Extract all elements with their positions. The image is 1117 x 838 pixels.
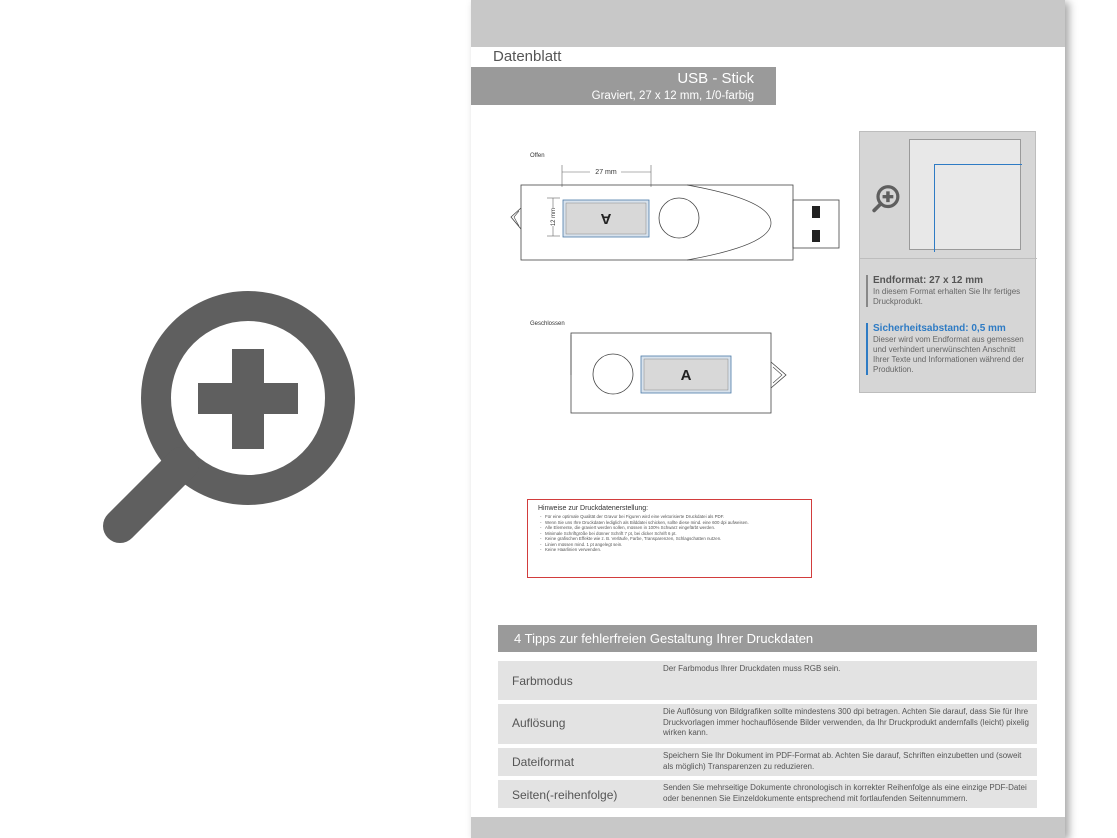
usb-stick-drawing <box>491 145 851 425</box>
print-area-letter-closed: A <box>680 367 692 384</box>
open-label: Offen <box>530 153 545 159</box>
hint-item: - Keine Haarlinien verwenden. <box>545 547 805 553</box>
datasheet-label: Datenblatt <box>471 47 591 67</box>
end-format-title: Endformat: 27 x 12 mm <box>873 275 984 286</box>
hint-item: - Für eine optimale Qualität der Gravur bei Figuren wird eine vektorisierte Druckdatei als PDF. <box>545 514 805 520</box>
print-hints-box <box>527 499 812 578</box>
tip-text: Senden Sie mehrseitige Dokumente chronologisch in korrekter Reihenfolge als eine einzige PDF-Datei oder benennen Sie Einzeldokumente entsprechend mit fortlaufenden Seitennummern. <box>663 783 1027 803</box>
footer-band <box>471 817 1065 838</box>
width-dimension: 27 mm <box>595 169 617 176</box>
tip-label: Seiten(-reihenfolge) <box>512 788 618 802</box>
tip-row-seitenreihenfolge <box>498 780 1037 808</box>
hint-item: - Keine grafischen Effekte wie z. B. Verläufe, Farbe, Transparenzen, Schlagschatten nutzen. <box>545 536 805 542</box>
hint-item: - Minimale Schriftgröße bei dünner Schrift 7 pt, bei dicker Schrift 6 pt. <box>545 531 805 537</box>
product-title-box <box>471 67 776 105</box>
hint-item: - Wenn Sie uns Ihre Druckdaten lediglich als Bilddatei schicken, sollte diese mind. eine 600 dpi aufweisen. <box>545 520 805 526</box>
height-dimension: 12 mm <box>551 207 557 227</box>
hints-title: Hinweise zur Druckdatenerstellung: <box>538 505 649 512</box>
tip-text: Speichern Sie Ihr Dokument im PDF-Format ab. Achten Sie darauf, Schriften einzubetten und (soweit als möglich) Transparenzen zu reduzieren. <box>663 751 1022 771</box>
datasheet-page <box>471 0 1065 838</box>
safe-area-line <box>934 164 1022 252</box>
tip-row-aufloesung <box>498 704 1037 744</box>
tip-text: Der Farbmodus Ihrer Druckdaten muss RGB sein. <box>663 664 841 673</box>
end-format-text: In diesem Format erhalten Sie Ihr fertiges Druckprodukt. <box>873 287 1021 306</box>
print-area-letter-open: A <box>600 210 612 227</box>
safe-distance-text: Dieser wird vom Endformat aus gemessen und verhindert unerwünschten Anschnitt Ihrer Texte und Informationen während der Produktion. <box>873 335 1025 374</box>
product-title: USB - Stick <box>677 70 754 87</box>
format-diagram <box>909 139 1021 250</box>
tip-label: Auflösung <box>512 716 566 730</box>
hints-list <box>538 514 805 553</box>
panel-divider <box>860 258 1037 259</box>
hint-item: - Linien müssen mind. 1 pt angelegt sein. <box>545 542 805 548</box>
zoom-in-icon[interactable] <box>100 290 360 550</box>
hint-item: - Alle Elemente, die graviert werden sollen, müssen in 100% Schwarz eingefärbt werden. <box>545 525 805 531</box>
tip-row-farbmodus <box>498 661 1037 700</box>
zoom-in-icon[interactable] <box>872 185 900 213</box>
safe-distance-section <box>866 323 1033 375</box>
tips-header: 4 Tipps zur fehlerfreien Gestaltung Ihrer Druckdaten <box>498 625 1037 652</box>
closed-label: Geschlossen <box>530 321 565 327</box>
end-format-section <box>866 275 1033 307</box>
format-info-panel <box>859 131 1036 393</box>
tip-label: Dateiformat <box>512 755 575 769</box>
tip-label: Farbmodus <box>512 674 573 688</box>
tip-row-dateiformat <box>498 748 1037 776</box>
tip-text: Die Auflösung von Bildgrafiken sollte mindestens 300 dpi betragen. Achten Sie darauf, dass Sie für Ihre Druckvorlagen immer hochauflösende Bilder verwenden, da Ihr Druckprodukt andernfalls (leicht) pixelig wirken kann. <box>663 707 1029 737</box>
safe-distance-title: Sicherheitsabstand: 0,5 mm <box>873 323 1006 334</box>
header-band <box>471 0 1065 47</box>
product-subtitle: Graviert, 27 x 12 mm, 1/0-farbig <box>591 90 754 102</box>
